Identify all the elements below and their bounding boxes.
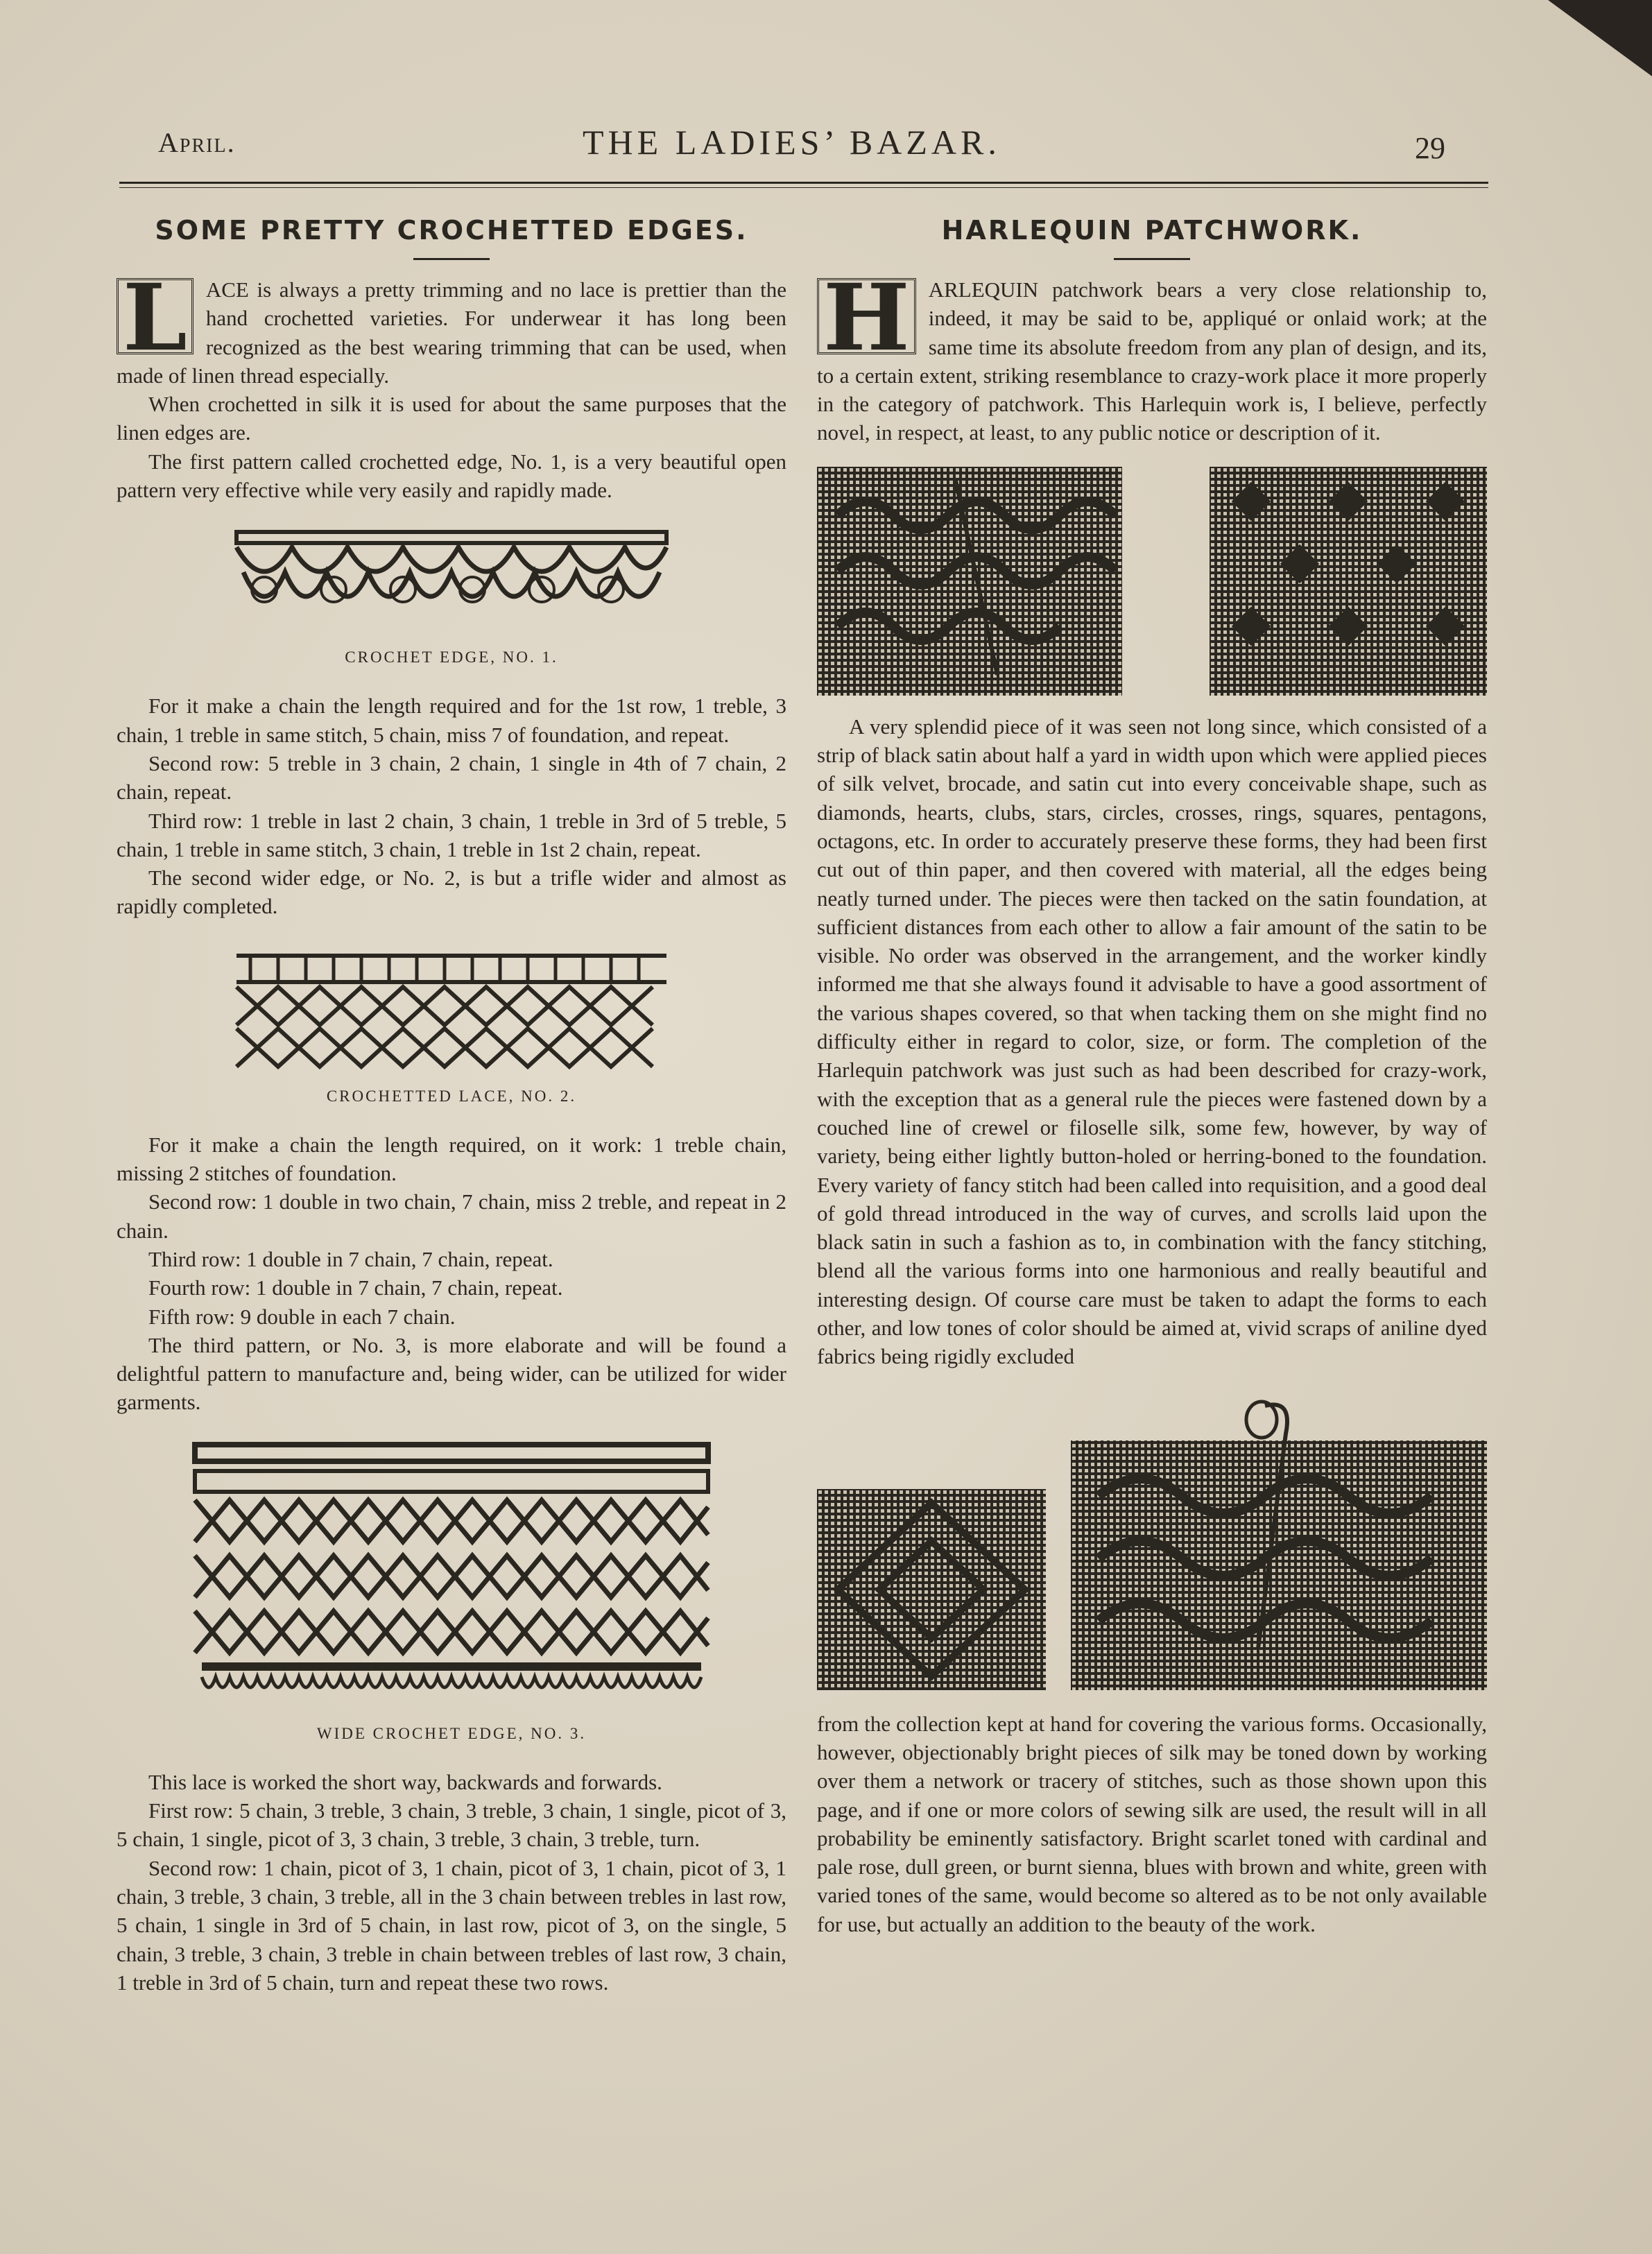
patchwork-swatch-3 <box>817 1489 1046 1690</box>
paragraph: For it make a chain the length required, on it work: 1 treble chain, missing 2 stitches of foundation. <box>117 1132 786 1186</box>
paragraph: The second wider edge, or No. 2, is but a trifle wider and almost as rapidly completed. <box>117 866 786 919</box>
patchwork-swatch-4 <box>1071 1399 1487 1690</box>
harlequin-article-title: HARLEQUIN PATCHWORK. <box>941 215 1363 246</box>
paragraph: Fourth row: 1 double in 7 chain, 7 chain, repeat. <box>148 1275 563 1300</box>
paragraph: Third row: 1 double in 7 chain, 7 chain, repeat. <box>148 1246 553 1271</box>
drop-cap: H <box>817 278 916 354</box>
paragraph: When crochetted in silk it is used for about the same purposes that the linen edges are. <box>117 392 786 445</box>
paragraph: A very splendid piece of it was seen not long since, which consisted of a strip of black satin about half a yard in width upon which were applied pieces of silk velvet, brocade, and satin cut into every conceivable shape, such as diamonds, hearts, clubs, stars, circles, crosses, rings, squares, pentagons, octagons, etc. In order to accurately preserve these forms, they had been first cut out of thin paper, and then covered with material, all the edges being neatly turned under. The pieces were then tacked on the satin foundation, at sufficient distances from each other to allow a fair amount of the satin to be visible. No order was observed in the arrangement, and the worker kindly informed me that she always found it advisable to have a good assortment of the various shapes covered, so that when tacking them on she might find no difficulty either in regard to color, size, or form. The completion of the Harlequin patchwork was just such as had been described for crazy-work, with the exception that as a general rule the pieces were fastened down by a couched line of crewel or filoselle silk, some few, however, by way of variety, being either lightly button-holed or herring-boned to the foundation. Every variety of fancy stitch had been called into requisition, and a good deal of gold thread introduced in the way of curves, and scrolls laid upon the black satin in such a fashion as to, in combination with the fancy stitching, blend all the various forms into one harmonious and really beautiful and interesting design. Of course care must be taken to adapt the forms to each other, and low tones of color should be aimed at, vivid scraps of aniline dyed fabrics being rigidly excluded <box>817 714 1487 1369</box>
paragraph: L ACE is always a pretty trimming and no lace is prettier than the hand crochetted varieties. For underwear it has long been recognized as the best wearing trimming that can be used, when made of linen thread especially. <box>117 264 786 388</box>
crochetted-lace-2-illustration <box>230 949 673 1081</box>
wide-crochet-edge-3-illustration <box>188 1438 715 1715</box>
header-rule-thin <box>119 187 1488 188</box>
drop-cap: L <box>117 278 193 354</box>
paragraph: Second row: 1 double in two chain, 7 chain, miss 2 treble, and repeat in 2 chain. <box>117 1189 786 1243</box>
figure-caption: CROCHETTED LACE, NO. 2. <box>326 1087 577 1105</box>
paragraph: Fifth row: 9 double in each 7 chain. <box>148 1304 456 1329</box>
paragraph: For it make a chain the length required and for the 1st row, 1 treble, 3 chain, 1 treble in same stitch, 5 chain, miss 7 of foundation, and repeat. <box>117 694 786 747</box>
figure-caption: CROCHET EDGE, NO. 1. <box>345 648 558 666</box>
header-month: April. <box>158 127 236 158</box>
paragraph: H ARLEQUIN patchwork bears a very close relationship to, indeed, it may be said to be, appliqué or onlaid work; at the same time its absolute freedom from any plan of design, and its, to a certain extent, striking resemblance to crazy-work place it more properly in the category of patchwork. This Harlequin work is, I believe, perfectly novel, in respect, at least, to any public notice or description of it. <box>817 264 1487 445</box>
paragraph: Third row: 1 treble in last 2 chain, 3 chain, 1 treble in 3rd of 5 treble, 5 chain, 1 treble in same stitch, 3 chain, 1 treble in 1st 2 chain, repeat. <box>117 808 786 861</box>
paragraph: The first pattern called crochetted edge, No. 1, is a very beautiful open pattern very effective while very easily and rapidly made. <box>117 449 786 503</box>
paragraph: First row: 5 chain, 3 treble, 3 chain, 3 treble, 3 chain, 1 single, picot of 3, 5 chain, 1 single, picot of 3, 3 chain, 3 treble, 3 chain, 3 treble, turn. <box>117 1798 786 1852</box>
crochet-article-title: SOME PRETTY CROCHETTED EDGES. <box>155 215 748 246</box>
paragraph: This lace is worked the short way, backwards and forwards. <box>148 1769 662 1794</box>
paragraph: from the collection kept at hand for covering the various forms. Occasionally, however, objectionably bright pieces of silk may be toned down by working over them a network or tracery of stitches, such as those shown upon this page, and if one or more colors of sewing silk are used, the result will in all probability be eminently satisfactory. Bright scarlet toned with cardinal and pale rose, dull green, or burnt sienna, blues with brown and white, green with varied tones of the same, would become so altered as to be not only available for use, but actually an addition to the beauty of the work. <box>817 1711 1487 1936</box>
patchwork-swatch-2 <box>1210 467 1487 696</box>
patchwork-swatches-bottom <box>817 1399 1487 1690</box>
title-divider <box>1114 258 1190 260</box>
patchwork-swatch-1 <box>817 467 1122 696</box>
header-rule <box>119 182 1488 184</box>
page-corner-shadow <box>1548 0 1652 76</box>
left-column <box>117 208 786 1997</box>
header-title: THE LADIES’ BAZAR. <box>583 123 1001 162</box>
paragraph: Second row: 5 treble in 3 chain, 2 chain, 1 single in 4th of 7 chain, 2 chain, repeat. <box>117 750 786 805</box>
figure-caption: WIDE CROCHET EDGE, NO. 3. <box>316 1724 587 1742</box>
patchwork-swatches-top <box>817 467 1487 696</box>
right-column <box>817 208 1487 1938</box>
paragraph: The third pattern, or No. 3, is more elaborate and will be found a delightful pattern to manufacture and, being wider, can be utilized for wider garments. <box>117 1332 786 1415</box>
title-divider <box>413 258 490 260</box>
paragraph: Second row: 1 chain, picot of 3, 1 chain, picot of 3, 1 chain, picot of 3, 1 chain, 3 treble, 3 chain, 3 treble, all in the 3 chain between trebles in last row, 5 chain, 1 single in 3rd of 5 chain, in last row, picot of 3, on the single, 5 chain, 3 treble, 3 chain, 3 treble in chain between trebles of last row, 3 chain, 1 treble in 3rd of 5 chain, turn and repeat these two rows. <box>117 1855 786 1995</box>
crochet-edge-1-illustration <box>230 524 673 642</box>
header-page-number: 29 <box>1415 131 1445 165</box>
